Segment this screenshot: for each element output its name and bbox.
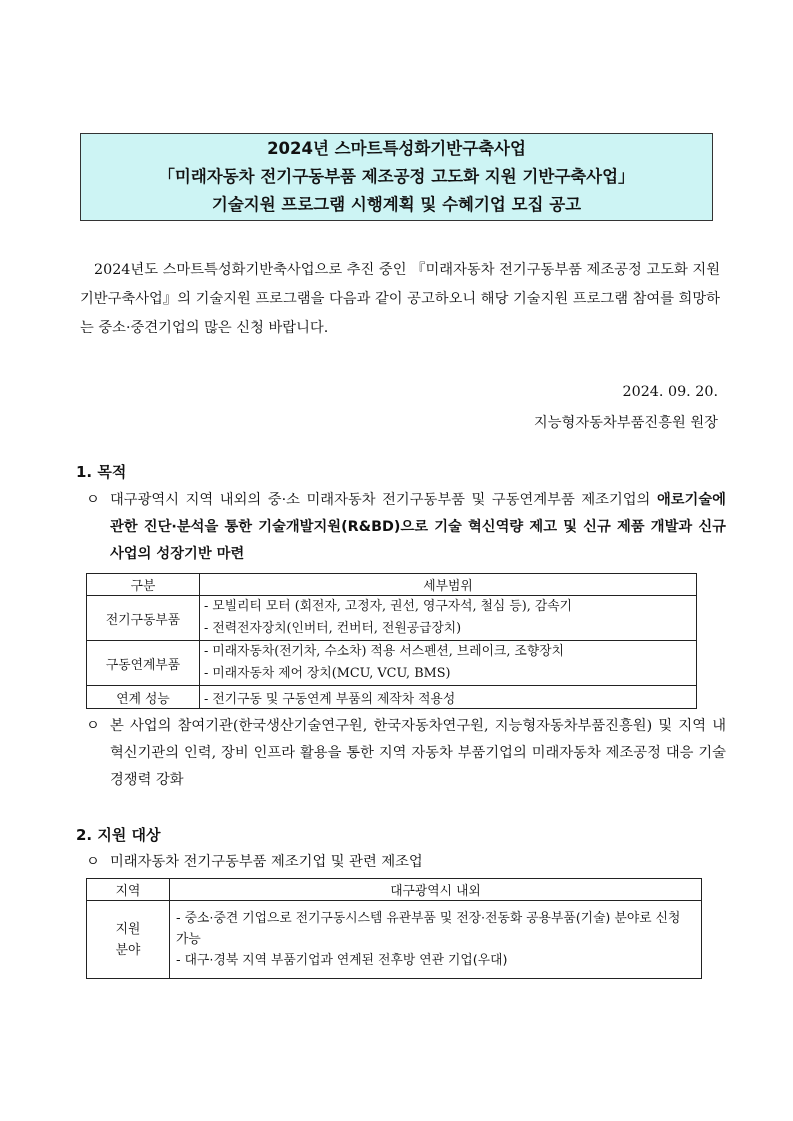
row-label: 연계 성능 [87,686,200,709]
section-2-item-1-text: 미래자동차 전기구동부품 제조기업 및 관련 제조업 [110,854,423,870]
table-row [87,686,697,709]
table-row [87,641,697,686]
scope-table [86,573,697,709]
row-detail-line: - 전기구동 및 구동연계 부품의 제작차 적용성 [200,686,697,709]
scope-table-header-category: 구분 [87,574,200,596]
eligibility-table-header-region: 지역 [87,879,170,901]
bullet-marker: ㅇ [86,492,100,508]
intro-paragraph: 2024년도 스마트특성화기반축사업으로 추진 중인 『미래자동차 전기구동부품 제조공정 고도화 지원 기반구축사업』의 기술지원 프로그램을 다음과 같이 공고하오니 해당 기술지원 프로그램 참여를 희망하는 중소·중견기업의 많은 신청 바랍니다. [80,262,720,336]
section-1-item-1 [86,487,726,568]
row-detail-line: - 중소·중견 기업으로 전기구동시스템 유관부품 및 전장·전동화 공용부품(기술) 분야로 신청 가능 [176,911,681,947]
row-label: 분야 [115,942,141,958]
title-line-3: 기술지원 프로그램 시행계획 및 수혜기업 모집 공고 [211,195,582,214]
title-line-1: 2024년 스마트특성화기반구축사업 [267,139,526,158]
row-detail-line: - 전력전자장치(인버터, 컨버터, 전원공급장치) [204,621,462,636]
section-1-item-2-text: 본 사업의 참여기관(한국생산기술연구원, 한국자동차연구원, 지능형자동차부품진흥원) 및 지역 내 혁신기관의 인력, 장비 인프라 활용을 통한 지역 자동차 부품기업의 미래자동차 제조공정 대응 기술 경쟁력 강화 [110,718,726,788]
row-detail-line: - 대구·경북 지역 부품기업과 연계된 전후방 연관 기업(우대) [176,953,508,968]
title-line-2: 「미래자동차 전기구동부품 제조공정 고도화 지원 기반구축사업」 [158,167,635,186]
row-detail-line: - 미래자동차(전기차, 수소차) 적용 서스펜션, 브레이크, 조향장치 [204,644,564,659]
section-1-item-1-bold: 애로기술에 관한 진단·분석을 통한 기술개발지원(R&BD)으로 기술 혁신역량 제고 및 신규 제품 개발과 신규 사업의 성장기반 마련 [110,492,726,562]
section-1-heading: 1. 목적 [76,463,127,481]
table-row [87,901,702,979]
row-detail-line: - 모빌리티 모터 (회전자, 고정자, 권선, 영구자석, 철심 등), 감속기 [204,599,572,614]
section-2-item-1 [86,849,726,876]
row-detail-line: - 미래자동차 제어 장치(MCU, VCU, BMS) [204,666,451,681]
table-row [87,596,697,641]
section-1-item-2 [86,713,726,794]
row-label: 구동연계부품 [87,641,200,686]
scope-table-header-detail: 세부범위 [200,574,697,596]
issuing-organization: 지능형자동차부품진흥원 원장 [533,415,718,431]
eligibility-table [86,878,702,979]
row-label: 지원 [115,921,141,937]
row-label: 전기구동부품 [87,596,200,641]
bullet-marker: ㅇ [86,854,100,870]
bullet-marker: ㅇ [86,718,100,734]
eligibility-table-header-value: 대구광역시 내외 [170,879,702,901]
section-2-heading: 2. 지원 대상 [76,826,161,844]
announcement-date: 2024. 09. 20. [622,384,718,400]
title-box [80,133,713,221]
section-1-item-1-text: 대구광역시 지역 내외의 중·소 미래자동차 전기구동부품 및 구동연계부품 제조기업의 [110,492,657,508]
